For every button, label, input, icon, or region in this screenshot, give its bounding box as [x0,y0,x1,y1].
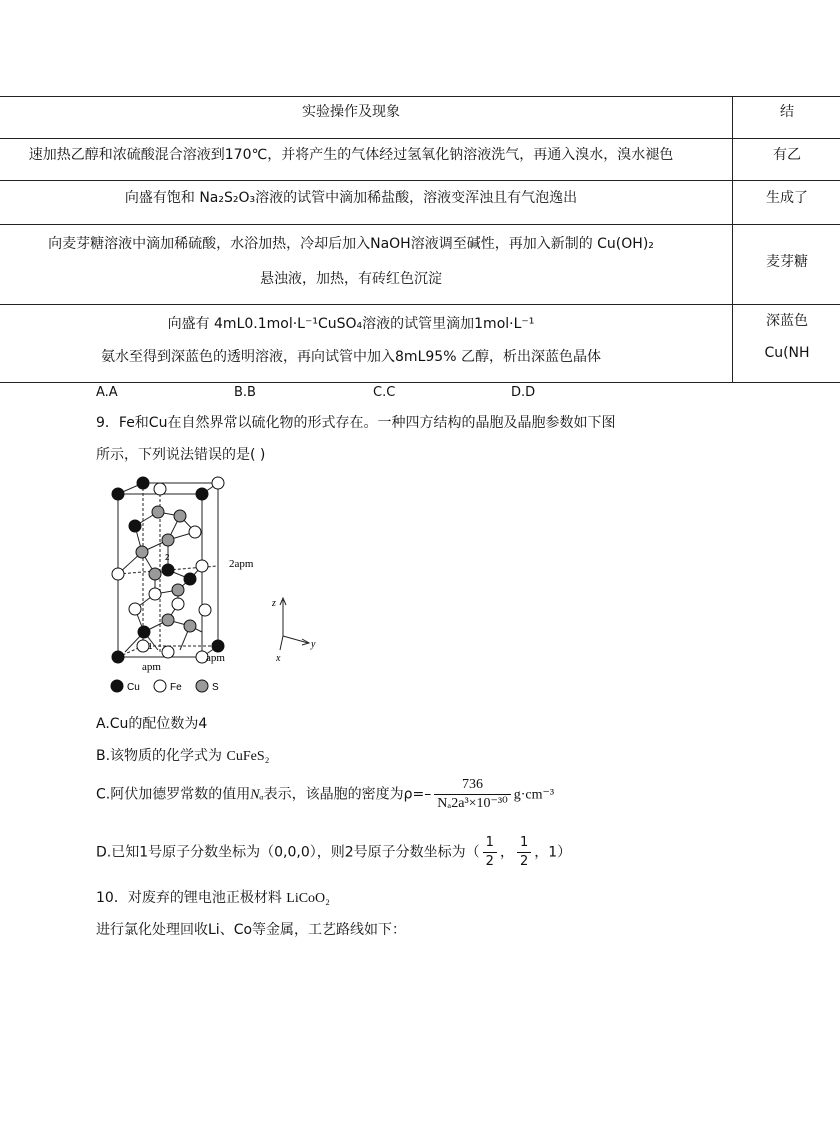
q8-option-c: C.C [373,385,396,400]
fraction-numerator: 1 [517,834,531,853]
q10-line2: 进行氯化处理回收Li、Co等金属，工艺路线如下： [96,922,407,938]
row-c-operation-line1: 向麦芽糖溶液中滴加稀硫酸，水浴加热，冷却后加入NaOH溶液调至碱性，再加入新制的 Cu(OH)₂ [48,236,654,252]
q10-formula: LiCoO₂ [286,891,331,906]
density-fraction [434,776,510,813]
header-operation: 实验操作及现象 [302,105,400,120]
q8-option-b: B.B [234,385,256,400]
q9-option-a: A.Cu的配位数为4 [96,716,208,732]
header-conclusion: 结 [780,105,794,120]
q9-option-d: D.已知1号原子分数坐标为（0,0,0），则2号原子分数坐标为（ $\frac{1}{2}$ ， $\frac{1}{2}$ ，1） [96,835,572,869]
row-d-operation-line2: 氨水至得到深蓝色的透明溶液，再向试管中加入8mL95% 乙醇，析出深蓝色晶体 [101,349,601,365]
table-rule [0,224,840,225]
label-atom-1: 1 [148,642,153,651]
fraction-denominator: 2 [519,854,529,869]
q9-option-d-prefix: D.已知1号原子分数坐标为（0,0,0），则2号原子分数坐标为（ [96,844,480,861]
axis-z-label: z [272,598,276,609]
label-apm-right: apm [206,652,225,664]
row-d-conclusion-line1: 深蓝色 [766,313,808,329]
cu-atoms [112,477,224,663]
label-2apm: 2apm [229,558,254,570]
row-a-operation: 速加热乙醇和浓硫酸混合溶液到170℃，并将产生的气体经过氢氧化钠溶液洗气，再通入溴水，溴水褪色 [28,147,674,163]
density-numerator: 736 [434,776,510,795]
q9-option-c-mid: 表示，该晶胞的密度为ρ= [263,786,425,803]
table-rule [0,96,840,97]
row-c-operation-line2: 悬浊液，加热，有砖红色沉淀 [260,271,442,287]
table-column-divider [732,96,733,383]
figure-legend [111,680,219,693]
label-apm-bottom: apm [142,661,161,673]
q9-option-c: C.阿伏加德罗常数的值用Nₐ表示，该晶胞的密度为ρ=– $\frac{736}{\text{Nₐ2a³×10⁻³⁰}}$ g·cm⁻³ [96,777,555,811]
q9-option-c-na: Nₐ [250,787,264,803]
fraction-half-1 [483,834,497,871]
experiment-table [0,96,840,383]
table-rule [0,382,840,383]
q8-option-a: A.A [96,385,118,400]
q9-option-b [96,745,270,765]
q8-option-d: D.D [511,385,536,400]
q9-stem-line1: 9．Fe和Cu在自然界常以硫化物的形式存在。一种四方结构的晶胞及晶胞参数如下图 [96,415,616,431]
q9-option-d-suffix: ，1） [534,844,572,861]
axes [280,598,309,650]
label-atom-2: 2 [165,553,170,562]
q10-line1-text: 10．对废弃的锂电池正极材料 [96,890,287,906]
q9-option-c-prefix: C.阿伏加德罗常数的值用 [96,786,251,803]
row-b-operation: 向盛有饱和 Na₂S₂O₃溶液的试管中滴加稀盐酸，溶液变浑浊且有气泡逸出 [124,190,578,206]
axis-x-label: x [276,653,281,664]
row-d-operation-line1: 向盛有 4mL0.1mol·L⁻¹CuSO₄溶液的试管里滴加1mol·L⁻¹ [167,316,535,332]
q9-option-b-formula: CuFeS₂ [226,749,270,764]
legend-fe: Fe [170,682,182,693]
axis-y-label: y [311,639,316,650]
table-rule [0,138,840,139]
row-a-conclusion: 有乙 [773,147,801,163]
table-rule [0,304,840,305]
legend-cu: Cu [127,682,140,693]
q9-option-b-text: B.该物质的化学式为 [96,748,227,764]
fraction-numerator: 1 [483,834,497,853]
fraction-half-2 [517,834,531,871]
table-rule [0,180,840,181]
density-denominator: Nₐ2a³×10⁻³⁰ [437,796,508,811]
row-d-conclusion-line2: Cu(NH [764,345,810,361]
row-c-conclusion: 麦芽糖 [766,254,808,270]
fraction-denominator: 2 [485,854,494,869]
legend-s: S [212,682,219,693]
q10-line1 [96,887,330,907]
q9-stem-line2: 所示，下列说法错误的是( ) [96,447,266,463]
density-unit: g·cm⁻³ [513,787,555,803]
crystal-cell-figure [100,474,340,696]
row-b-conclusion: 生成了 [766,190,808,206]
